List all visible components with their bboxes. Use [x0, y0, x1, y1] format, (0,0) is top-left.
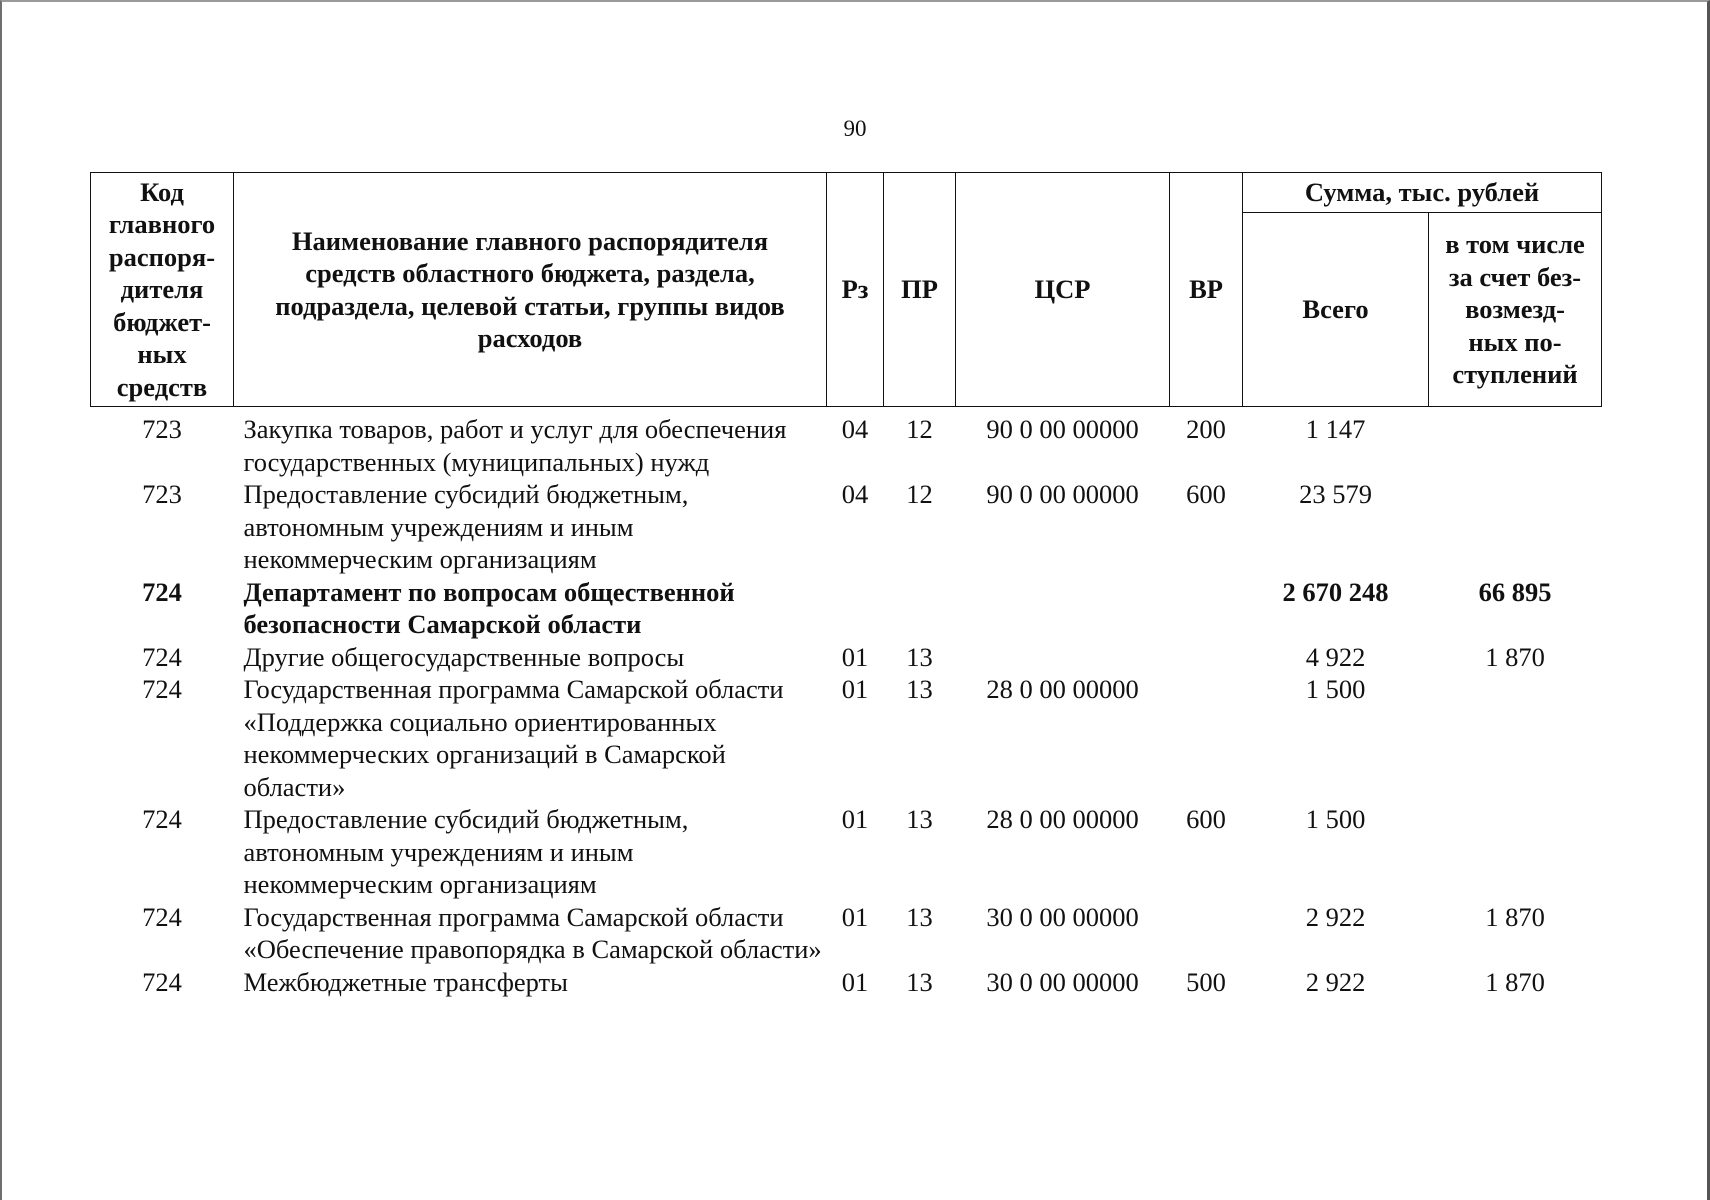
- header-line: расходов: [477, 323, 583, 353]
- cell-vr: [1170, 673, 1243, 803]
- cell-vr: [1170, 576, 1243, 641]
- cell-free: [1429, 673, 1602, 803]
- header-free: [1429, 213, 1602, 407]
- cell-csr: 30 0 00 00000: [986, 901, 1139, 932]
- table-row: [91, 576, 1602, 641]
- cell-total: 1 500: [1305, 674, 1366, 704]
- table-body: [91, 407, 1602, 999]
- cell-code: 724: [142, 966, 182, 997]
- cell-free: 66 895: [1478, 576, 1552, 607]
- cell-free: [1429, 803, 1602, 901]
- header-line: дителя: [120, 274, 204, 305]
- cell-vr: [1170, 641, 1243, 674]
- header-line: распоря-: [108, 241, 216, 272]
- header-code: [91, 173, 234, 407]
- table-row: [91, 641, 1602, 674]
- cell-total: 23 579: [1299, 479, 1372, 509]
- cell-free: 1 870: [1485, 966, 1545, 997]
- cell-pr: 13: [906, 804, 933, 834]
- table-row: [91, 407, 1602, 479]
- header-line: Код: [140, 176, 184, 207]
- header-line: главного: [108, 209, 216, 240]
- cell-total: 2 922: [1305, 901, 1366, 932]
- page-number: 90: [843, 116, 867, 141]
- cell-vr: 600: [1186, 479, 1226, 509]
- cell-pr: 12: [906, 414, 933, 444]
- cell-pr: 13: [906, 901, 933, 932]
- cell-vr: 600: [1186, 804, 1226, 834]
- header-line: за счет без-: [1448, 261, 1582, 292]
- cell-code: 724: [142, 576, 182, 607]
- header-vr: ВР: [1170, 173, 1243, 407]
- cell-rz: 04: [841, 414, 869, 444]
- table-row: [91, 673, 1602, 803]
- cell-code: 723: [142, 414, 182, 444]
- cell-vr: [1170, 901, 1243, 966]
- cell-rz: 01: [841, 674, 869, 704]
- header-name-lines: [236, 225, 824, 355]
- header-total: Всего: [1243, 213, 1429, 407]
- cell-name: Закупка товаров, работ и услуг для обеспечения государственных (муниципальных) нужд: [243, 414, 787, 477]
- header-line: бюджет-: [113, 306, 211, 337]
- cell-pr: 13: [906, 641, 933, 672]
- cell-rz: [827, 576, 884, 641]
- cell-rz: 01: [841, 641, 869, 672]
- header-line: ных по-: [1468, 326, 1562, 357]
- cell-name: Межбюджетные трансферты: [243, 966, 568, 997]
- budget-table: [90, 172, 1602, 998]
- cell-name: Другие общегосударственные вопросы: [243, 641, 685, 672]
- cell-vr: 200: [1186, 414, 1226, 444]
- cell-total: 2 670 248: [1282, 576, 1389, 607]
- table-row: [91, 478, 1602, 576]
- cell-total: 2 922: [1305, 966, 1366, 997]
- header-csr: ЦСР: [956, 173, 1170, 407]
- cell-csr: 90 0 00 00000: [986, 479, 1139, 509]
- header-line: подраздела, целевой статьи, группы видов: [275, 290, 785, 321]
- cell-csr: 90 0 00 00000: [986, 414, 1139, 444]
- cell-code: 724: [142, 674, 182, 704]
- cell-vr: 500: [1186, 966, 1226, 997]
- header-line: ных: [137, 339, 187, 370]
- header-line: средств областного бюджета, раздела,: [305, 258, 755, 288]
- cell-rz: 01: [841, 901, 869, 932]
- cell-name: Предоставление субсидий бюджетным, автономным учреждениям и иным некоммерческим организациям: [243, 479, 689, 574]
- cell-csr: 30 0 00 00000: [986, 966, 1139, 997]
- cell-pr: 13: [906, 966, 933, 997]
- header-rz: Рз: [827, 173, 884, 407]
- cell-name: Департамент по вопросам общественной безопасности Самарской области: [243, 576, 735, 639]
- cell-pr: [884, 576, 956, 641]
- cell-pr: 13: [906, 674, 933, 704]
- cell-csr: [956, 576, 1170, 641]
- cell-rz: 01: [841, 804, 869, 834]
- cell-name: Предоставление субсидий бюджетным, автономным учреждениям и иным некоммерческим организациям: [243, 804, 689, 899]
- cell-free: 1 870: [1485, 641, 1545, 672]
- cell-total: 1 500: [1305, 804, 1366, 834]
- header-line: в том числе: [1445, 229, 1585, 260]
- table-header: [91, 173, 1602, 407]
- cell-code: 724: [142, 641, 182, 672]
- table-row: [91, 803, 1602, 901]
- cell-name: Государственная программа Самарской области «Поддержка социально ориентированных некоммерческих организаций в Самарской области»: [243, 674, 784, 802]
- table-row: [91, 966, 1602, 999]
- header-name: [234, 173, 827, 407]
- cell-code: 724: [142, 804, 182, 834]
- header-code-lines: [93, 176, 231, 404]
- table-row: [91, 901, 1602, 966]
- header-line: ступлений: [1452, 359, 1578, 390]
- cell-total: 1 147: [1305, 414, 1366, 444]
- cell-rz: 04: [841, 479, 869, 509]
- header-line: Наименование главного распорядителя: [291, 225, 769, 256]
- cell-total: 4 922: [1305, 641, 1366, 672]
- header-line: возмезд-: [1465, 294, 1565, 325]
- cell-code: 723: [142, 479, 182, 509]
- header-line: средств: [116, 371, 208, 402]
- cell-rz: 01: [841, 966, 869, 997]
- cell-csr: 28 0 00 00000: [986, 674, 1139, 704]
- header-free-lines: [1431, 228, 1599, 391]
- cell-free: [1429, 478, 1602, 576]
- cell-csr: 28 0 00 00000: [986, 804, 1139, 834]
- header-pr: ПР: [884, 173, 956, 407]
- cell-csr: [956, 641, 1170, 674]
- cell-code: 724: [142, 901, 182, 932]
- cell-name: Государственная программа Самарской области «Обеспечение правопорядка в Самарской области»: [243, 901, 822, 964]
- header-sum-group: Сумма, тыс. рублей: [1243, 173, 1602, 213]
- cell-pr: 12: [906, 479, 933, 509]
- cell-free: [1429, 407, 1602, 479]
- cell-free: 1 870: [1485, 901, 1545, 932]
